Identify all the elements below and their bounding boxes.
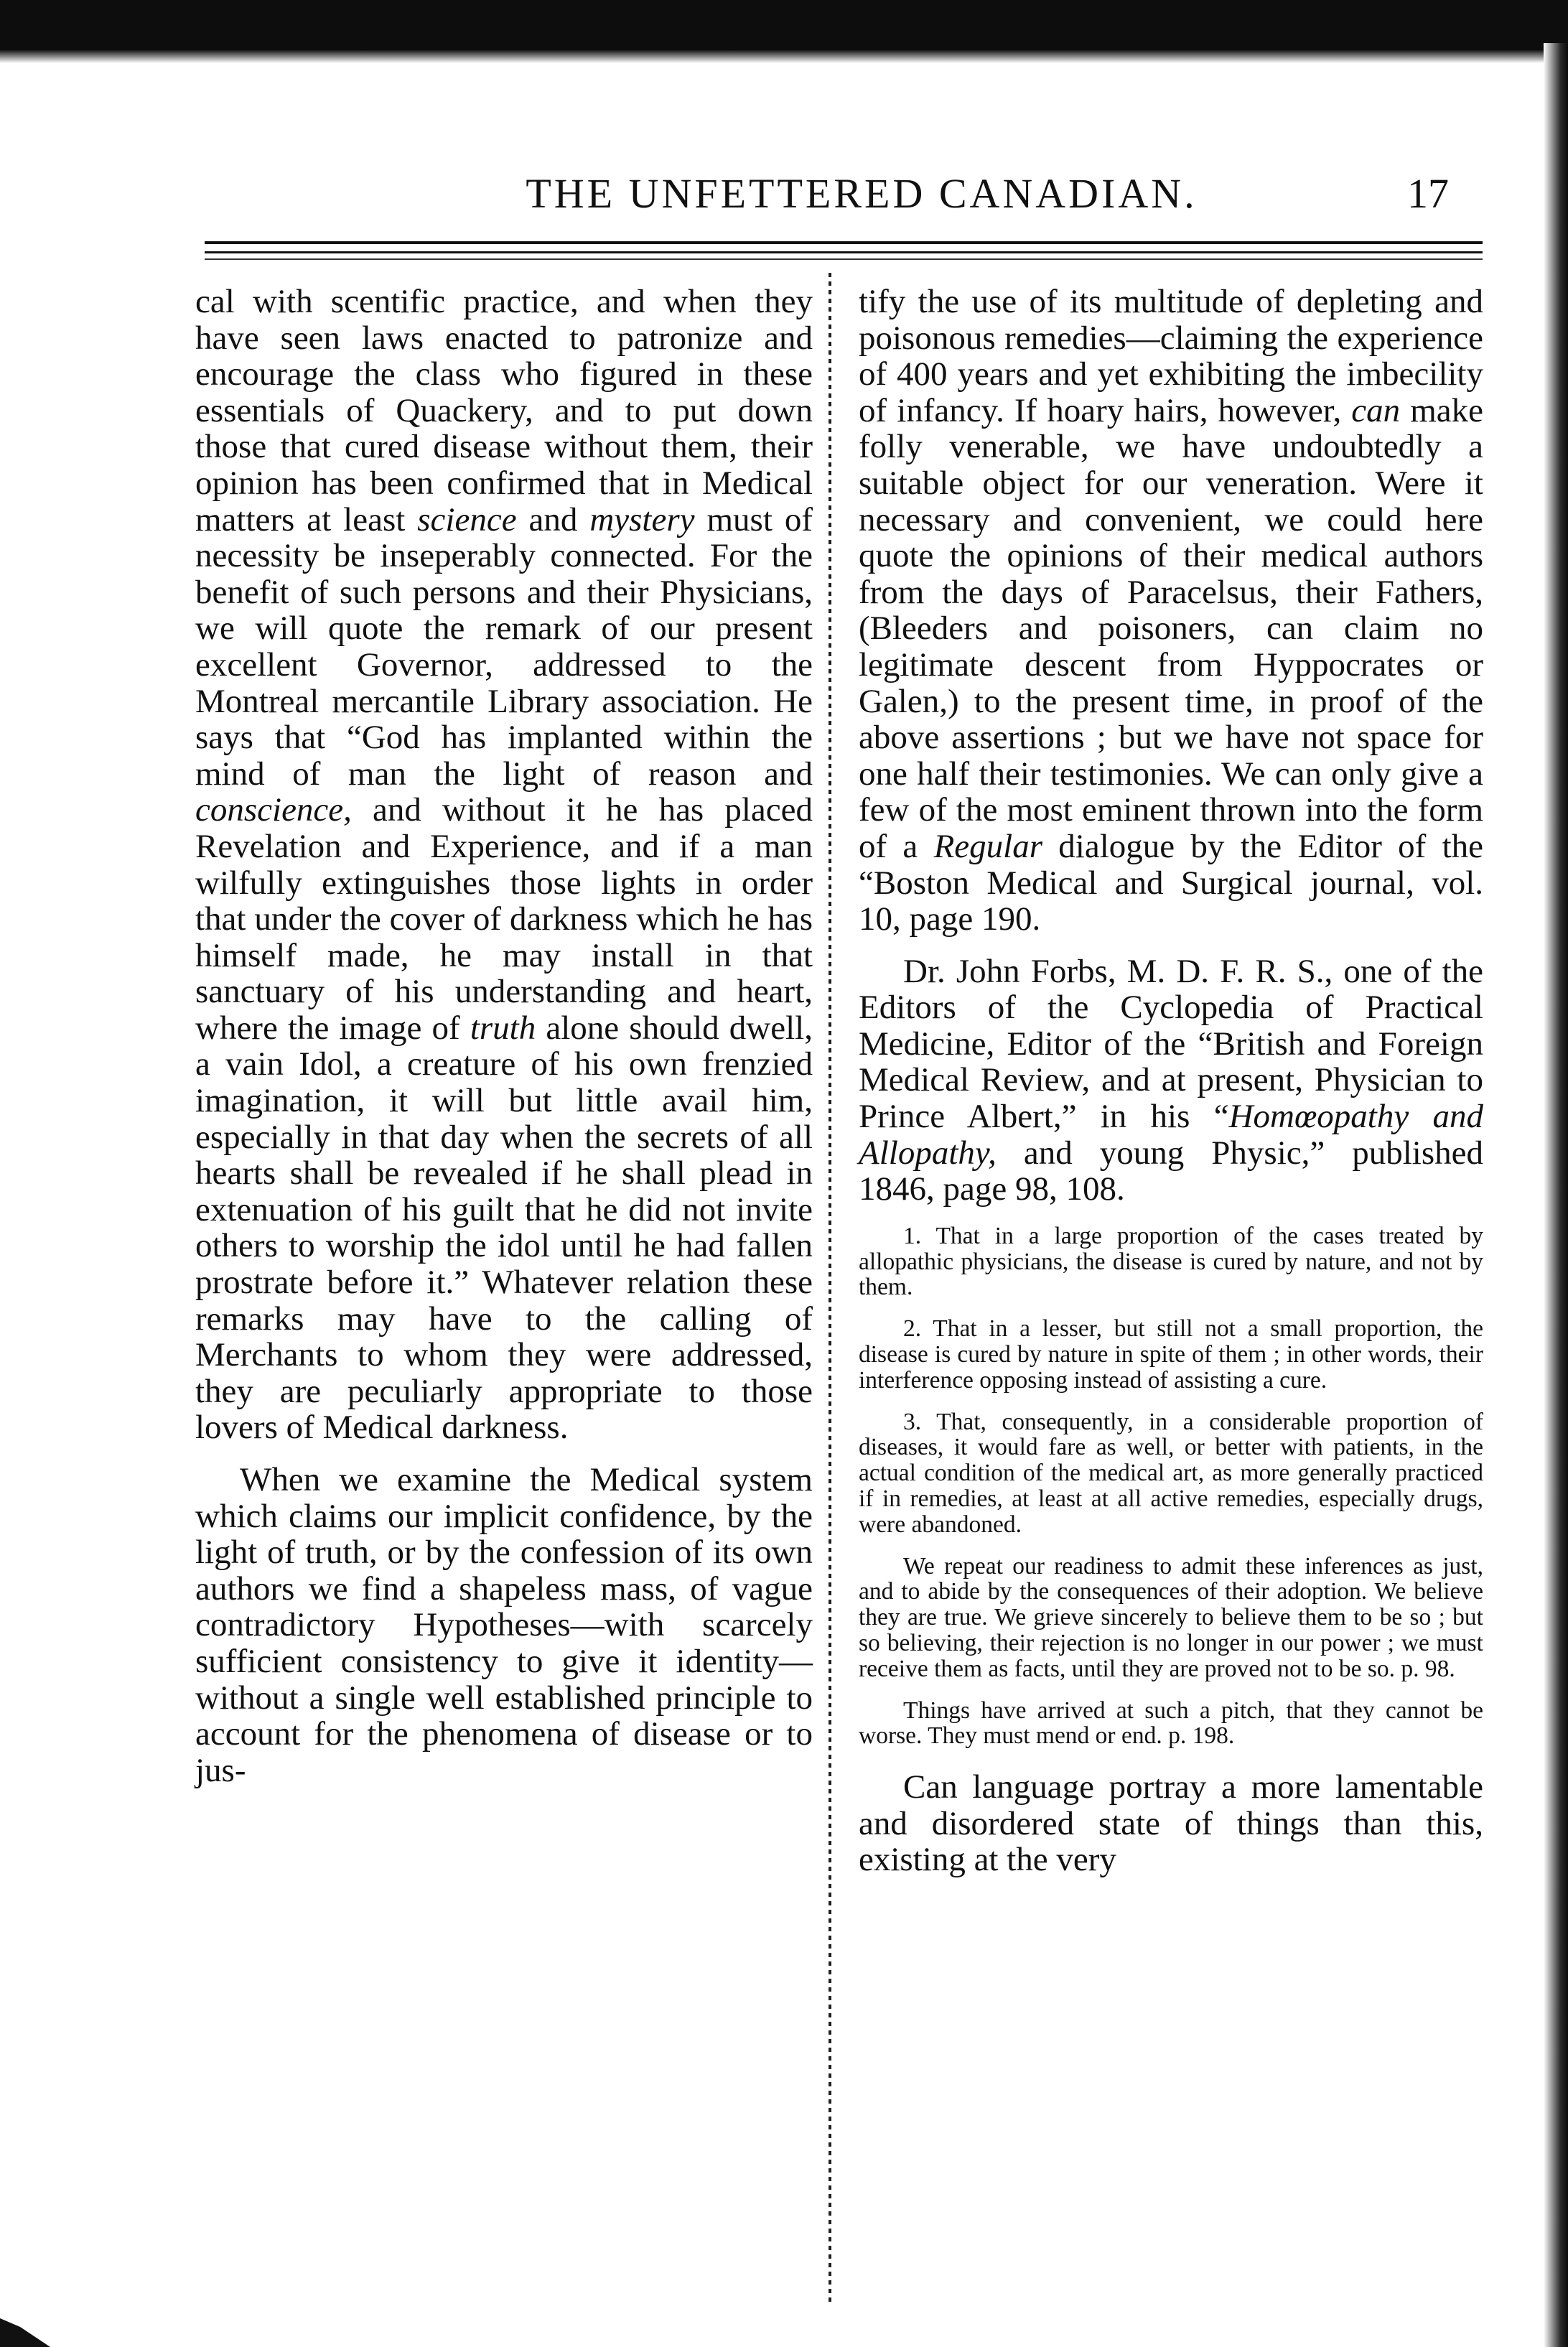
header-rule: [205, 258, 1483, 260]
scan-top-border: [0, 0, 1568, 50]
italic-text: science: [417, 500, 517, 538]
note: Things have arrived at such a pitch, that they cannot be worse. They must mend or end. p. 198.: [859, 1697, 1483, 1750]
paragraph: [859, 953, 1483, 1208]
text-run: make folly venerable, we have undoubtedly a suitable object for our veneration. Were it necessary and convenient, we could here quote the opinions of their medical authors from the days of Paracelsus, their Fathers, (Bleeders and poisoners, can claim no legitimate descent from Hyppocrates or Galen,) to the present time, in proof of the above assertions ; but we have not space for one half their testimonies. We can only give a few of the most eminent thrown into the form of a: [859, 391, 1484, 865]
column-divider: [823, 273, 837, 2305]
left-column: [195, 284, 813, 1788]
paragraph: [859, 284, 1483, 938]
header-rule: [205, 251, 1483, 253]
right-column: [859, 284, 1483, 1878]
text-run: dialogue by the Editor of the “Boston Medical and Surgical journal, vol. 10, page 190.: [859, 827, 1483, 938]
scan-top-shadow: [0, 50, 1568, 63]
note: We repeat our readiness to admit these inferences as just, and to abide by the consequences of their adoption. We believe they are true. We grieve sincerely to believe them to be so ; but so believing, their rejection is no longer in our power ; we must receive them as facts, until they are proved not to be so. p. 98.: [859, 1552, 1483, 1682]
text-run: tify the use of its multitude of depleting and poisonous remedies—claiming the experience of 400 years and yet exhibiting the imbecility of infancy. If hoary hairs, however,: [859, 283, 1483, 429]
paragraph: [195, 284, 813, 1446]
italic-text: mystery: [589, 500, 695, 538]
page-number: 17: [1407, 170, 1449, 217]
text-run: must of necessity be inseperably connected. For the benefit of such persons and their Physicians, we will quote the remark of our present excellent Governor, addressed to the Montreal mercantile Library association. He says that “God has implanted within the mind of man the light of reason and: [195, 500, 813, 793]
note: 1. That in a large proportion of the cases treated by allopathic physicians, the disease is cured by nature, and not by them.: [859, 1222, 1483, 1301]
italic-text: Homœopathy and Allopathy,: [859, 1098, 1483, 1172]
running-title: THE UNFETTERED CANADIAN.: [526, 170, 1198, 217]
text-run: cal with scentific practice, and when they have seen laws enacted to patronize and encourage the class who figured in these essentials of Quackery, and to put down those that cured disease without them, their opinion has been confirmed that in Medical matters at least: [195, 283, 813, 538]
header-rule: [205, 241, 1483, 244]
note: 3. That, consequently, in a considerable proportion of diseases, it would fare as well, or better with patients, in the actual condition of the medical art, as more generally practiced if in remedies, at least at all active remedies, especially drugs, were abandoned.: [859, 1408, 1483, 1538]
paragraph: Can language portray a more lamentable and disordered state of things than this, existing at the very: [859, 1768, 1483, 1879]
note: 2. That in a lesser, but still not a small proportion, the disease is cured by nature in spite of them ; in other words, their interference opposing instead of assisting a cure.: [859, 1315, 1483, 1394]
scan-right-border: [1544, 43, 1568, 2347]
text-run: and without it he has placed Revelation and Experience, and if a man wilfully extinguishes those lights in order that under the cover of darkness which he has himself made, he may install in that sanctuary of his understanding and heart, where the image of: [195, 791, 813, 1047]
quoted-notes: [859, 1223, 1483, 1749]
italic-text: can: [1351, 391, 1401, 429]
italic-text: truth: [470, 1009, 536, 1047]
italic-text: Regular: [933, 827, 1042, 865]
italic-text: conscience,: [195, 791, 352, 829]
text-run: Dr. John Forbs, M. D. F. R. S., one of the Editors of the Cyclopedia of Practical Medicine, Editor of the “British and Foreign Medical Review, and at present, Physician to Prince Albert,” in his “: [859, 952, 1483, 1136]
paragraph: When we examine the Medical system which claims our implicit confidence, by the light of truth, or by the confession of its own authors we find a shapeless mass, of vague contradictory Hypotheses—with scarcely sufficient consistency to give it identity—without a single well established principle to account for the phenomena of disease or to jus-: [195, 1461, 813, 1789]
text-run: and young Physic,” published 1846, page 98, 108.: [859, 1134, 1483, 1208]
scan-corner-mark: [0, 2318, 50, 2347]
text-run: and: [516, 500, 590, 538]
text-run: alone should dwell, a vain Idol, a creature of his own frenzied imagination, it will but little avail him, especially in that day when the secrets of all hearts shall be revealed if he shall plead in extenuation of his guilt that he did not invite others to worship the idol until he had fallen prostrate before it.” Whatever relation these remarks may have to the calling of Merchants to whom they were addressed, they are peculiarly appropriate to those lovers of Medical darkness.: [195, 1009, 813, 1447]
